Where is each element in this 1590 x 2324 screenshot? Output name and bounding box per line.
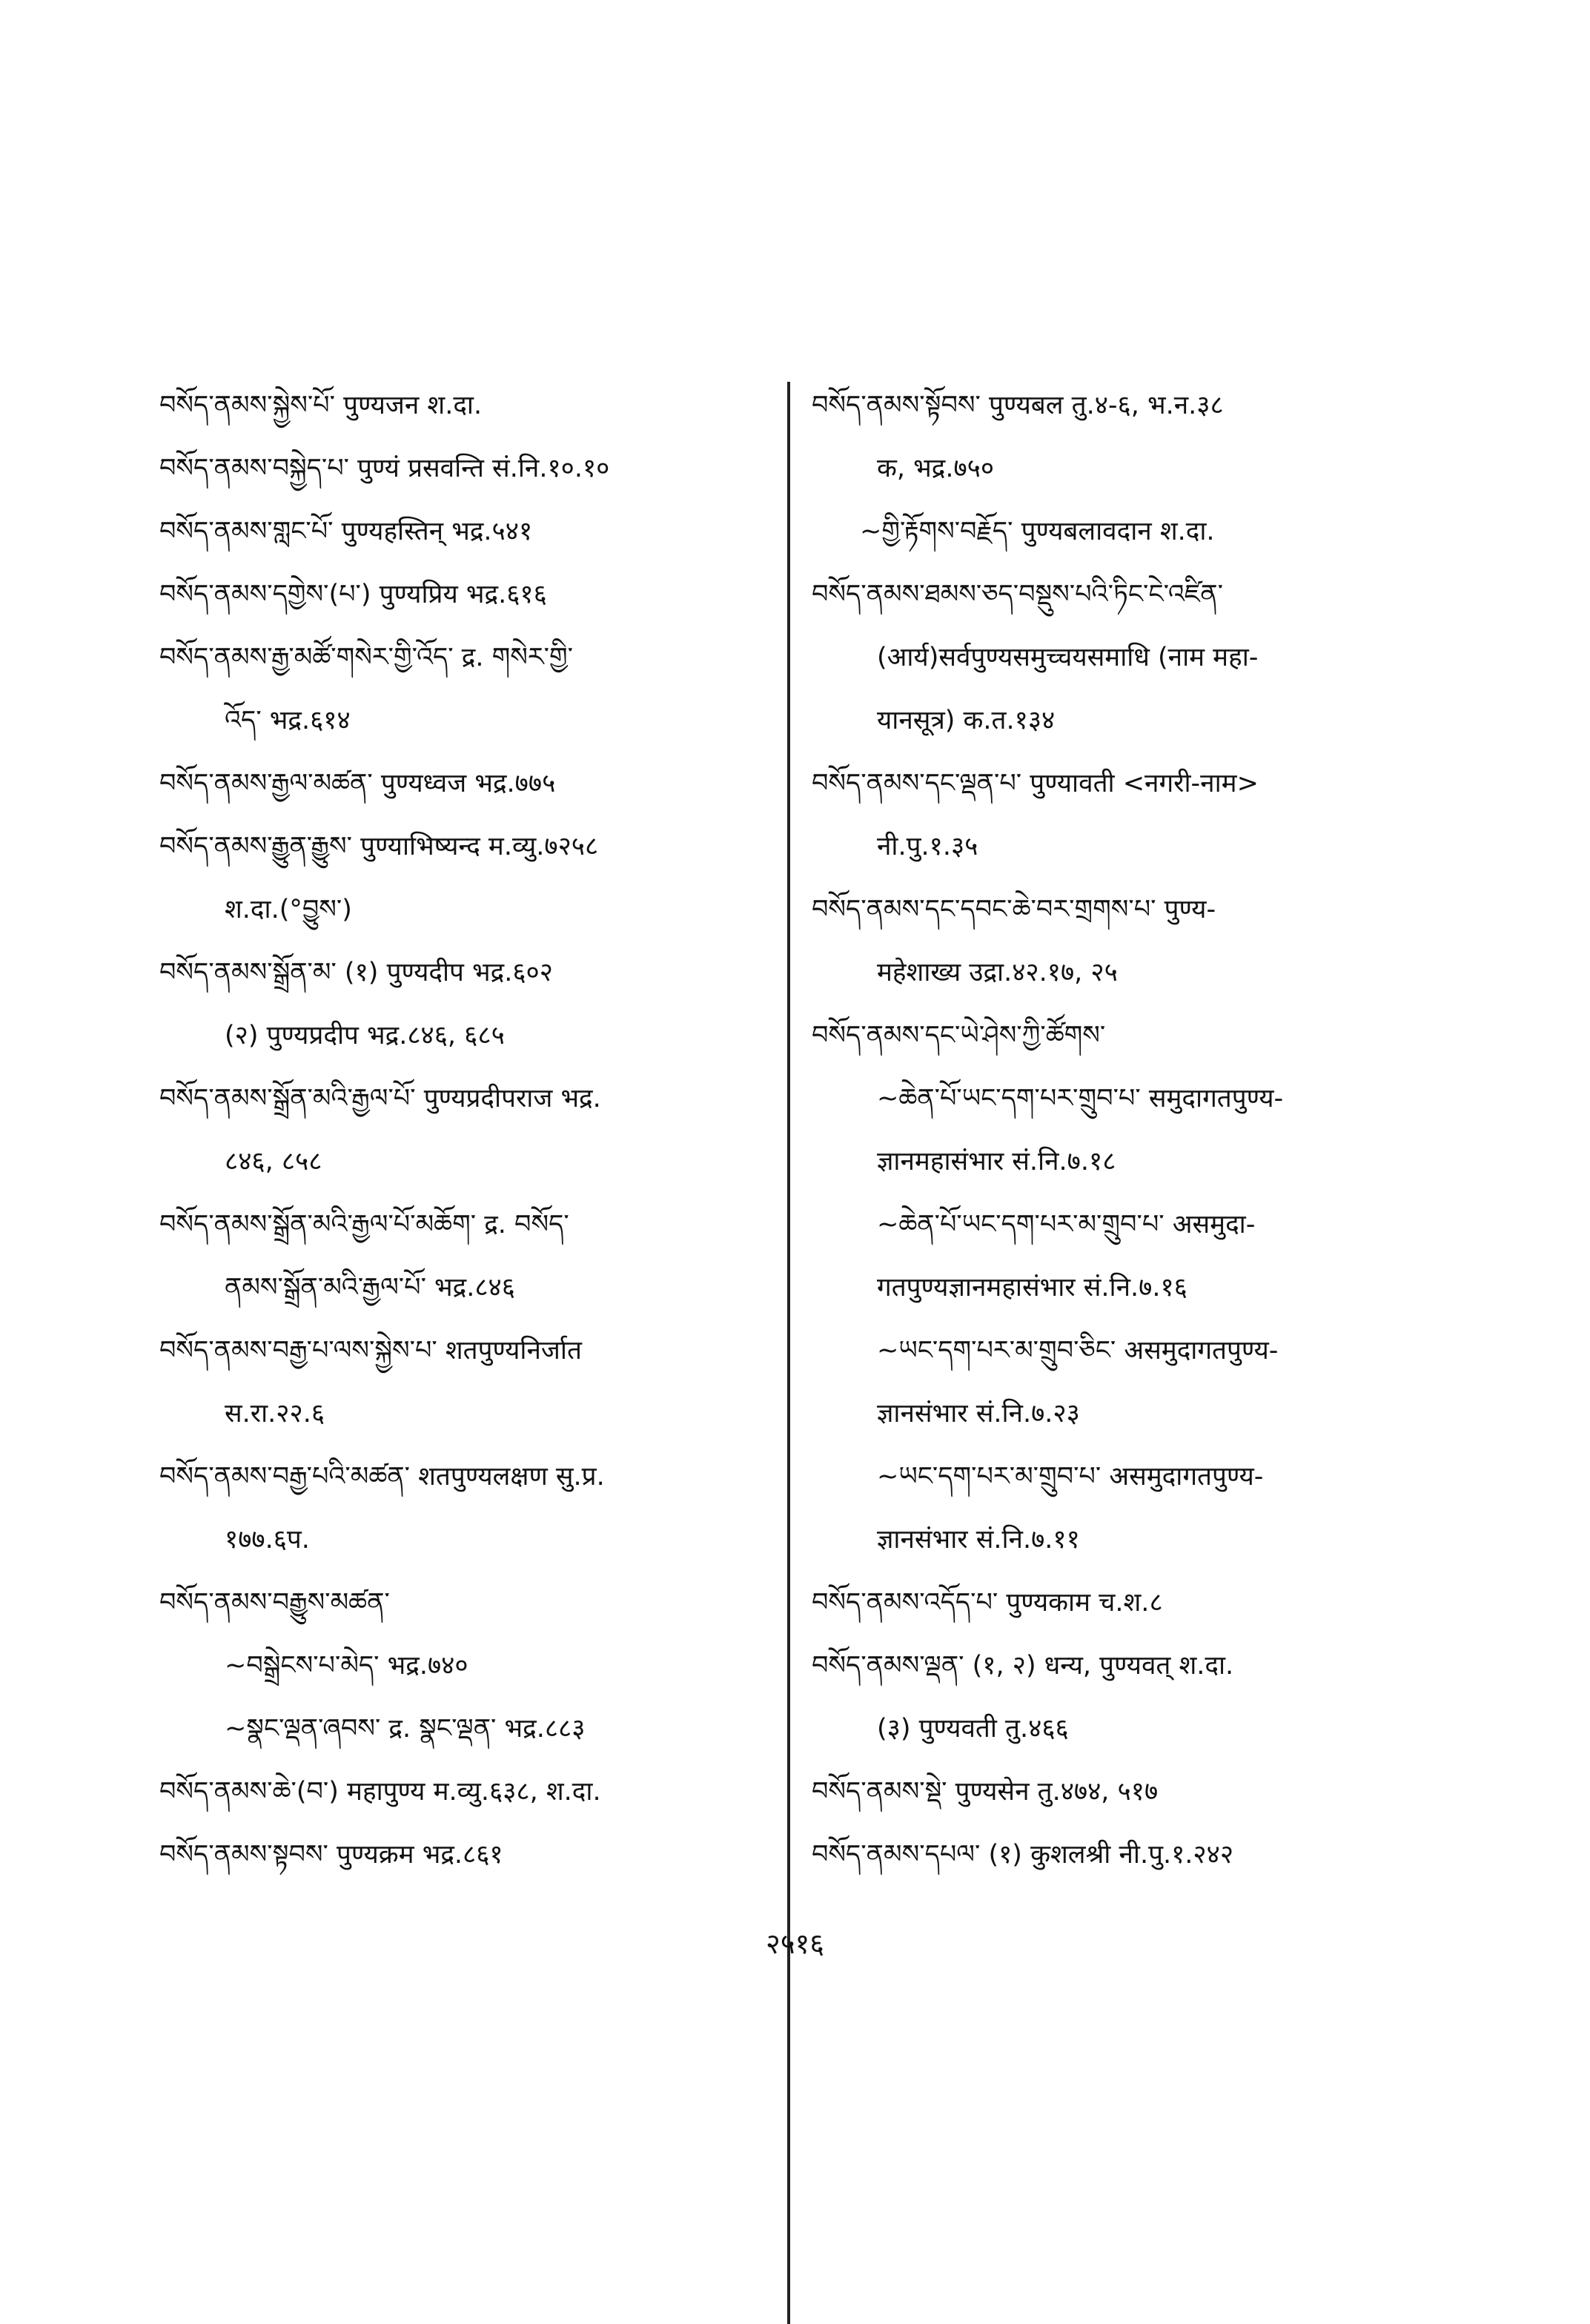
- dictionary-entry-line: བསོད་ནམས་སྟོབས་ पुण्यबल तु.४-६, भ.न.३८: [812, 391, 1224, 420]
- dictionary-entry-line: महेशाख्य उद्रा.४२.१७, २५: [877, 958, 1118, 987]
- dictionary-entry-line: འོད་ भद्र.६१४: [225, 706, 351, 735]
- dictionary-entry-line: བསོད་ནམས་དཔལ་ (१) कुशलश्री नी.पु.१.२४२: [812, 1840, 1234, 1870]
- dictionary-entry-line: བསོད་ནམས་བརྒྱ་པ་ལས་སྐྱེས་པ་ शतपुण्यनिर्जात: [159, 1336, 582, 1365]
- right-column: [812, 374, 1420, 1887]
- dictionary-entry-line: ~བསྒྲེངས་པ་མེད་ भद्र.७४०: [225, 1651, 468, 1681]
- dictionary-entry-line: ནམས་སྒྲོན་མའི་རྒྱལ་པོ་ भद्र.८४६: [225, 1273, 515, 1302]
- dictionary-entry-line: བསོད་ནམས་ཆེ་(བ་) महापुण्य म.व्यु.६३८, श.दा.: [159, 1777, 601, 1807]
- dictionary-entry-line: ८४६, ८५८: [225, 1147, 322, 1176]
- dictionary-entry-line: ~ཡང་དག་པར་མ་གྲུབ་ཅིང་ असमुदागतपुण्य-: [877, 1336, 1279, 1365]
- dictionary-entry-line: བསོད་ནམས་སྡེ་ पुण्यसेन तु.४७४, ५१७: [812, 1777, 1159, 1807]
- dictionary-entry-line: गतपुण्यज्ञानमहासंभार सं.नि.७.१६: [877, 1273, 1187, 1302]
- dictionary-entry-line: བསོད་ནམས་བརྒྱུས་མཚན་: [159, 1588, 390, 1618]
- dictionary-entry-line: བསོད་ནམས་སྐྱེས་པོ་ पुण्यजन श.दा.: [159, 391, 483, 420]
- dictionary-entry-line: བསོད་ནམས་དང་དབང་ཆེ་བར་གྲགས་པ་ पुण्य-: [812, 895, 1216, 924]
- dictionary-entry-line: བསོད་ནམས་སྒྲོན་མའི་རྒྱལ་པོ་ पुण्यप्रदीपराज भद्र.: [159, 1084, 601, 1113]
- dictionary-entry-line: (आर्य)सर्वपुण्यसमुच्चयसमाधि (नाम महा-: [877, 643, 1259, 672]
- dictionary-entry-line: བསོད་ནམས་རྒྱ་མཚོ་གསེར་གྱི་འོད་ द्र. གསེར་གྱི་: [159, 643, 573, 672]
- dictionary-entry-line: ~ཆེན་པོ་ཡང་དག་པར་གྲུབ་པ་ समुदागतपुण्य-: [877, 1084, 1284, 1113]
- dictionary-entry-line: བསོད་ནམས་དགྱེས་(པ་) पुण्यप्रिय भद्र.६१६: [159, 580, 547, 609]
- dictionary-entry-line: ~གྱི་རྟོགས་བརྗོད་ पुण्यबलावदान श.दा.: [860, 517, 1215, 546]
- dictionary-entry-line: ज्ञानसंभार सं.नि.७.२३: [877, 1399, 1080, 1429]
- dictionary-entry-line: བསོད་ནམས་བརྒྱ་པའི་མཚན་ शतपुण्यलक्षण सु.प्र.: [159, 1462, 605, 1492]
- dictionary-entry-line: ~ཡང་དག་པར་མ་གྲུབ་པ་ असमुदागतपुण्य-: [877, 1462, 1264, 1492]
- dictionary-entry-line: यानसूत्र) क.त.१३४: [877, 706, 1056, 735]
- column-divider: [787, 382, 790, 2324]
- page-number: २५१६: [765, 1927, 825, 1960]
- dictionary-entry-line: བསོད་ནམས་ཐམས་ཅད་བསྡུས་པའི་ཏིང་ངེ་འཛིན་: [812, 580, 1223, 609]
- dictionary-entry-line: བསོད་ནམས་རྒྱལ་མཚན་ पुण्यध्वज भद्र.७७५: [159, 769, 556, 798]
- dictionary-entry-line: नी.पु.१.३५: [877, 832, 978, 861]
- dictionary-entry-line: ज्ञानसंभार सं.नि.७.११: [877, 1525, 1080, 1555]
- dictionary-entry-line: བསོད་ནམས་དང་ཡེ་ཤེས་ཀྱི་ཚོགས་: [812, 1021, 1106, 1050]
- dictionary-entry-line: स.रा.२२.६: [225, 1399, 325, 1429]
- dictionary-entry-line: བསོད་ནམས་སྒྲོན་མ་ (१) पुण्यदीप भद्र.६०२: [159, 958, 553, 987]
- dictionary-entry-line: བསོད་ནམས་སྒྲོན་མའི་རྒྱལ་པོ་མཆོག་ द्र. བསོད་: [159, 1210, 569, 1239]
- dictionary-entry-line: བསོད་ནམས་སྟབས་ पुण्यक्रम भद्र.८६१: [159, 1840, 503, 1870]
- dictionary-entry-line: ~ཆེན་པོ་ཡང་དག་པར་མ་གྲུབ་པ་ असमुदा-: [877, 1210, 1256, 1239]
- dictionary-entry-line: ~སྣང་ལྡན་ཞབས་ द्र. སྣང་ལྡན་ भद्र.८८३: [225, 1714, 586, 1744]
- dictionary-entry-line: བསོད་ནམས་དང་ལྡན་པ་ पुण्यावती <नगरी-नाम>: [812, 769, 1259, 798]
- dictionary-entry-line: १७७.६प.: [225, 1525, 310, 1555]
- dictionary-entry-line: བསོད་ནམས་འདོད་པ་ पुण्यकाम च.श.८: [812, 1588, 1163, 1618]
- dictionary-entry-line: क, भद्र.७५०: [877, 454, 995, 483]
- dictionary-entry-line: བསོད་ནམས་རྒྱུན་རྒྱུས་ पुण्याभिष्यन्द म.व्यु.७२५८: [159, 832, 599, 861]
- dictionary-entry-line: བསོད་ནམས་ལྡན་ (१, २) धन्य, पुण्यवत् श.दा.: [812, 1651, 1234, 1681]
- dictionary-entry-line: (३) पुण्यवती तु.४६६: [877, 1714, 1069, 1744]
- left-column: [159, 374, 775, 1887]
- dictionary-entry-line: (२) पुण्यप्रदीप भद्र.८४६, ६८५: [225, 1021, 505, 1050]
- dictionary-entry-line: བསོད་ནམས་གླང་པོ་ पुण्यहस्तिन् भद्र.५४१: [159, 517, 533, 546]
- dictionary-entry-line: श.दा.(°བྱུས་): [225, 895, 352, 924]
- dictionary-entry-line: བསོད་ནམས་བསྐྱེད་པ་ पुण्यं प्रसवन्ति सं.नि.१०.१०: [159, 454, 610, 483]
- dictionary-entry-line: ज्ञानमहासंभार सं.नि.७.१८: [877, 1147, 1116, 1176]
